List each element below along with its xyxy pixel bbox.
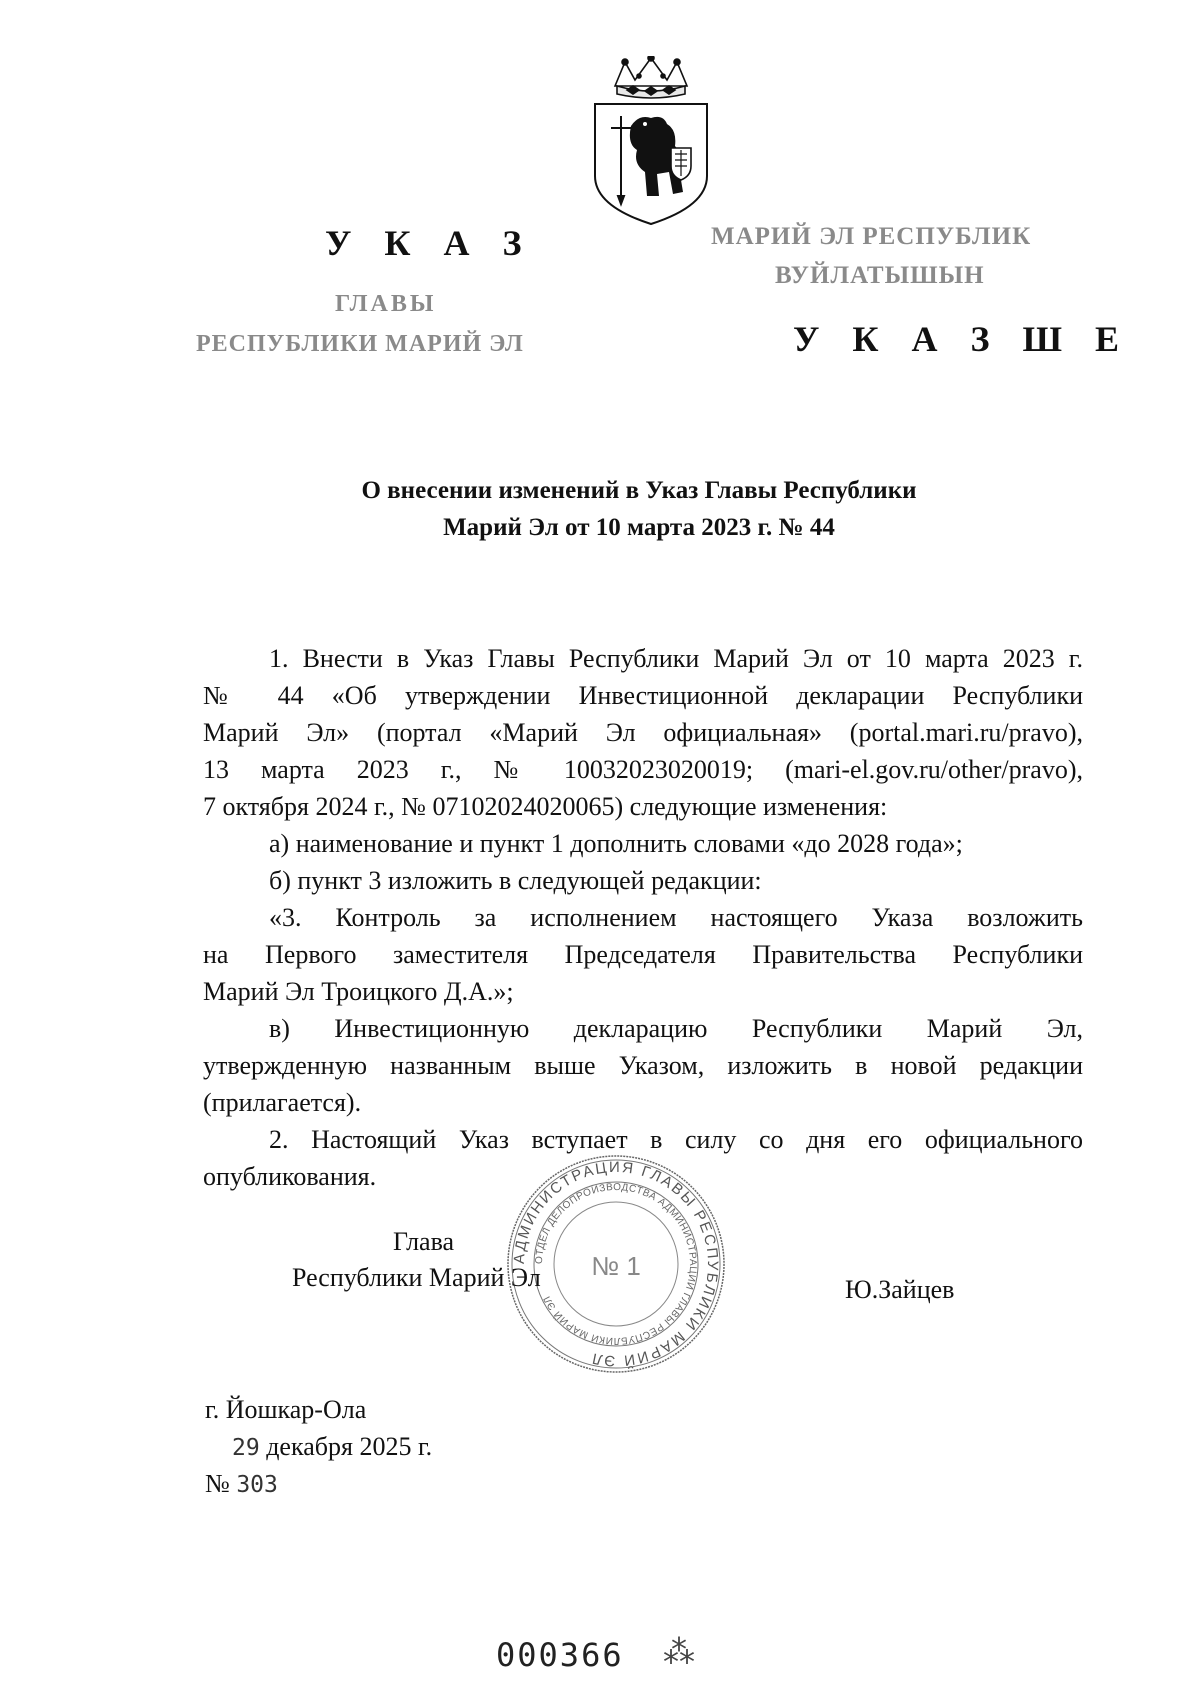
body-line: (прилагается). [203,1088,362,1117]
body-line: 1. Внести в Указ Главы Республики Марий Эл от 10 марта 2023 г. [269,644,1083,673]
coat-of-arms-emblem [587,56,715,228]
seal-outer-text: АДМИНИСТРАЦИЯ ГЛАВЫ РЕСПУБЛИКИ МАРИЙ ЭЛ [510,1158,722,1370]
body-line: в) Инвестиционную декларацию Республики Марий Эл, [269,1014,1083,1043]
body-line: Марий Эл» (портал «Марий Эл официальная» (portal.mari.ru/pravo), [203,718,1083,747]
serial-number: 000366 [496,1636,624,1674]
number-line [205,1469,278,1499]
document-title-line1: О внесении изменений в Указ Главы Республики [361,477,917,504]
signature-position-line2: Республики Марий Эл [292,1263,541,1292]
body-line: утвержденную названным выше Указом, изложить в новой редакции [203,1051,1083,1080]
city-line: г. Йошкар-Ола [205,1395,367,1424]
date-day: 29 [232,1435,260,1461]
header-respubliki-mariy-el: РЕСПУБЛИКИ МАРИЙ ЭЛ [196,331,524,357]
date-line [232,1432,432,1462]
header-ukaz-ru: У К А З [325,223,534,263]
body-line: № 44 «Об утверждении Инвестиционной декларации Республики [203,681,1083,710]
number-sign: № [205,1469,230,1498]
body-line: 7 октября 2024 г., № 07102024020065) следующие изменения: [203,792,888,821]
seal-number: № 1 [591,1251,641,1281]
header-glavy: ГЛАВЫ [335,291,437,317]
header-mari-line1: МАРИЙ ЭЛ РЕСПУБЛИК [711,223,1032,250]
header-mari-line2: ВУЙЛАТЫШЫН [775,262,985,289]
number-value: 303 [236,1472,278,1498]
document-title-line2: Марий Эл от 10 марта 2023 г. № 44 [443,514,835,541]
signature-position-line1: Глава [393,1227,455,1256]
header-ukazshe: У К А З Ш Е [793,319,1132,359]
body-line: Марий Эл Троицкого Д.А.»; [203,977,514,1006]
document-body [203,640,1083,1195]
body-line: б) пункт 3 изложить в следующей редакции: [269,866,762,895]
body-line: 13 марта 2023 г., № 10032023020019; (mari-el.gov.ru/other/pravo), [203,755,1083,784]
body-line: «3. Контроль за исполнением настоящего Указа возложить [269,903,1083,932]
date-rest: декабря 2025 г. [266,1432,433,1461]
asterism-mark: ⁂ [663,1633,695,1671]
body-line: 2. Настоящий Указ вступает в силу со дня его официального [269,1125,1083,1154]
signature-name: Ю.Зайцев [845,1275,955,1304]
seal-inner-text: ОТДЕЛ ДЕЛОПРОИЗВОДСТВА АДМИНИСТРАЦИИ ГЛАВЫ РЕСПУБЛИКИ МАРИЙ ЭЛ [533,1181,699,1347]
body-line: а) наименование и пункт 1 дополнить словами «до 2028 года»; [269,829,963,858]
body-line: опубликования. [203,1162,377,1191]
body-line: на Первого заместителя Председателя Правительства Республики [203,940,1083,969]
